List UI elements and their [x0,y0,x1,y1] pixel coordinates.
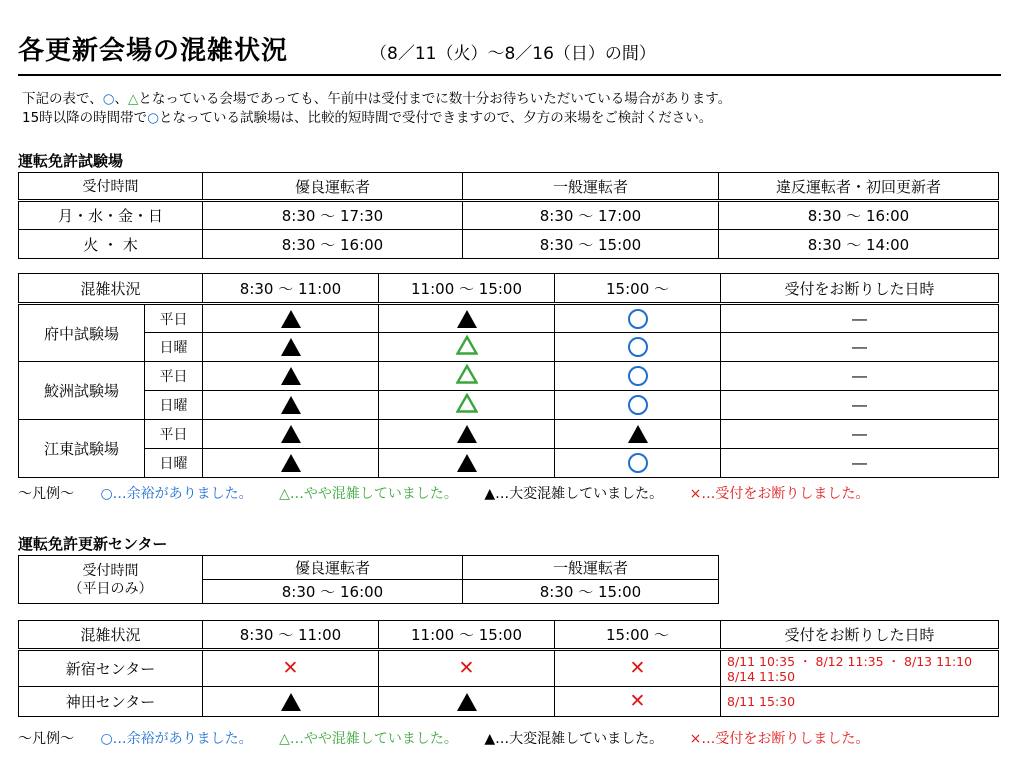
status-cell [555,687,721,717]
status-cell [379,449,555,478]
status-cell [203,304,379,333]
legend-triangle-black: ▲…大変混雑していました。 [484,731,664,747]
status-cell [203,687,379,717]
triangle-black-icon [281,338,301,356]
status-cell [203,333,379,362]
legend-triangle-green: △…やや混雑していました。 [279,486,458,502]
header-reception-time: 受付時間 （平日のみ） [19,556,203,604]
status-cell [379,420,555,449]
day-label: 月・水・金・日 [19,201,203,230]
triangle-black-icon [457,693,477,711]
section-heading-test-centers: 運転免許試験場 [18,152,124,170]
status-cell [203,391,379,420]
day-label: 火 ・ 木 [19,230,203,259]
section-heading-renewal-centers: 運転免許更新センター [18,535,168,553]
triangle-black-icon [457,310,477,328]
refused-times: ― [721,449,999,478]
hours-cell: 8:30 ～ 15:00 [463,580,719,604]
circle-symbol: ○ [147,110,159,126]
refused-times: ― [721,304,999,333]
header-refused: 受付をお断りした日時 [721,274,999,304]
triangle-black-icon [457,425,477,443]
triangle-black-icon [281,367,301,385]
legend-triangle-green: △…やや混雑していました。 [279,731,458,747]
refused-times: ― [721,333,999,362]
legend-cross: ×…受付をお断りしました。 [689,486,870,502]
status-cell [379,362,555,391]
header-slot-2: 11:00 ～ 15:00 [379,274,555,304]
title-bar [18,30,1001,76]
intro-text [22,90,731,128]
test-center-hours-table [18,172,999,259]
status-cell [203,362,379,391]
refused-times: ― [721,420,999,449]
status-cell [203,420,379,449]
status-cell [379,391,555,420]
triangle-black-icon [457,454,477,472]
header-reception-time: 受付時間 [19,173,203,201]
header-slot-1: 8:30 ～ 11:00 [203,621,379,650]
header-general-driver: 一般運転者 [463,556,719,580]
test-center-status-table [18,273,999,478]
status-cell [555,362,721,391]
header-status: 混雑状況 [19,621,203,650]
refused-times: 8/11 15:30 [721,687,999,717]
venue-name: 鮫洲試験場 [19,362,145,420]
status-cell [379,304,555,333]
status-cell [555,650,721,687]
circle-symbol: ○ [102,91,115,107]
hours-cell: 8:30 ～ 17:00 [463,201,719,230]
hours-cell: 8:30 ～ 15:00 [463,230,719,259]
circle-icon [628,309,648,329]
header-excellent-driver: 優良運転者 [203,173,463,201]
cross-icon: ✕ [629,657,646,679]
hours-cell: 8:30 ～ 16:00 [203,230,463,259]
circle-icon [628,395,648,415]
circle-icon [628,453,648,473]
triangle-green-icon [456,364,478,388]
center-name: 神田センター [19,687,203,717]
period-subtitle: （8／11（火）～8／16（日）の間） [370,44,656,64]
day-type: 日曜 [145,449,203,478]
day-type: 平日 [145,304,203,333]
cross-icon: ✕ [458,657,475,679]
venue-name: 府中試験場 [19,304,145,362]
status-cell [555,391,721,420]
header-slot-3: 15:00 ～ [555,274,721,304]
triangle-black-icon [281,310,301,328]
status-cell [379,333,555,362]
cross-icon: ✕ [282,657,299,679]
legend-cross: ×…受付をお断りしました。 [689,731,870,747]
triangle-black-icon [628,425,648,443]
intro-line-2: 15時以降の時間帯で○となっている試験場は、比較的短時間で受付できますので、夕方の来場をご検討ください。 [22,110,713,126]
day-type: 平日 [145,362,203,391]
hours-cell: 8:30 ～ 17:30 [203,201,463,230]
circle-icon [628,337,648,357]
status-cell [379,650,555,687]
venue-name: 江東試験場 [19,420,145,478]
hours-cell: 8:30 ～ 16:00 [203,580,463,604]
triangle-black-icon [281,396,301,414]
page-title: 各更新会場の混雑状況 [18,36,289,66]
refused-times: ― [721,391,999,420]
status-cell [203,449,379,478]
refused-times: 8/11 10:35 ・ 8/12 11:35 ・ 8/13 11:10 8/14 11:50 [721,650,999,687]
day-type: 平日 [145,420,203,449]
day-type: 日曜 [145,391,203,420]
triangle-black-icon [281,454,301,472]
legend-triangle-black: ▲…大変混雑していました。 [484,486,664,502]
header-slot-1: 8:30 ～ 11:00 [203,274,379,304]
status-cell [555,304,721,333]
day-type: 日曜 [145,333,203,362]
cross-icon: ✕ [629,690,646,712]
header-refused: 受付をお断りした日時 [721,621,999,650]
triangle-green-icon [456,393,478,417]
circle-icon [628,366,648,386]
triangle-symbol: △ [128,91,139,107]
intro-line-1: 下記の表で、○、△となっている会場であっても、午前中は受付までに数十分お待ちいただいている場合があります。 [22,91,732,107]
center-name: 新宿センター [19,650,203,687]
status-cell [379,687,555,717]
header-violation-driver: 違反運転者・初回更新者 [719,173,999,201]
header-general-driver: 一般運転者 [463,173,719,201]
legend-circle: ○…余裕がありました。 [100,731,253,747]
hours-cell: 8:30 ～ 14:00 [719,230,999,259]
triangle-black-icon [281,425,301,443]
status-cell [555,333,721,362]
header-slot-2: 11:00 ～ 15:00 [379,621,555,650]
hours-cell: 8:30 ～ 16:00 [719,201,999,230]
header-excellent-driver: 優良運転者 [203,556,463,580]
status-cell [203,650,379,687]
legend-circle: ○…余裕がありました。 [100,486,253,502]
header-slot-3: 15:00 ～ [555,621,721,650]
status-cell [555,449,721,478]
renewal-center-status-table [18,620,999,717]
legend-2: ～凡例～ ○…余裕がありました。 △…やや混雑していました。 ▲…大変混雑していました。 ×…受付をお断りしました。 [18,731,870,747]
renewal-center-hours-table [18,555,719,604]
refused-times: ― [721,362,999,391]
triangle-green-icon [456,335,478,359]
legend-1: ～凡例～ ○…余裕がありました。 △…やや混雑していました。 ▲…大変混雑していました。 ×…受付をお断りしました。 [18,486,870,502]
header-status: 混雑状況 [19,274,203,304]
triangle-black-icon [281,693,301,711]
status-cell [555,420,721,449]
